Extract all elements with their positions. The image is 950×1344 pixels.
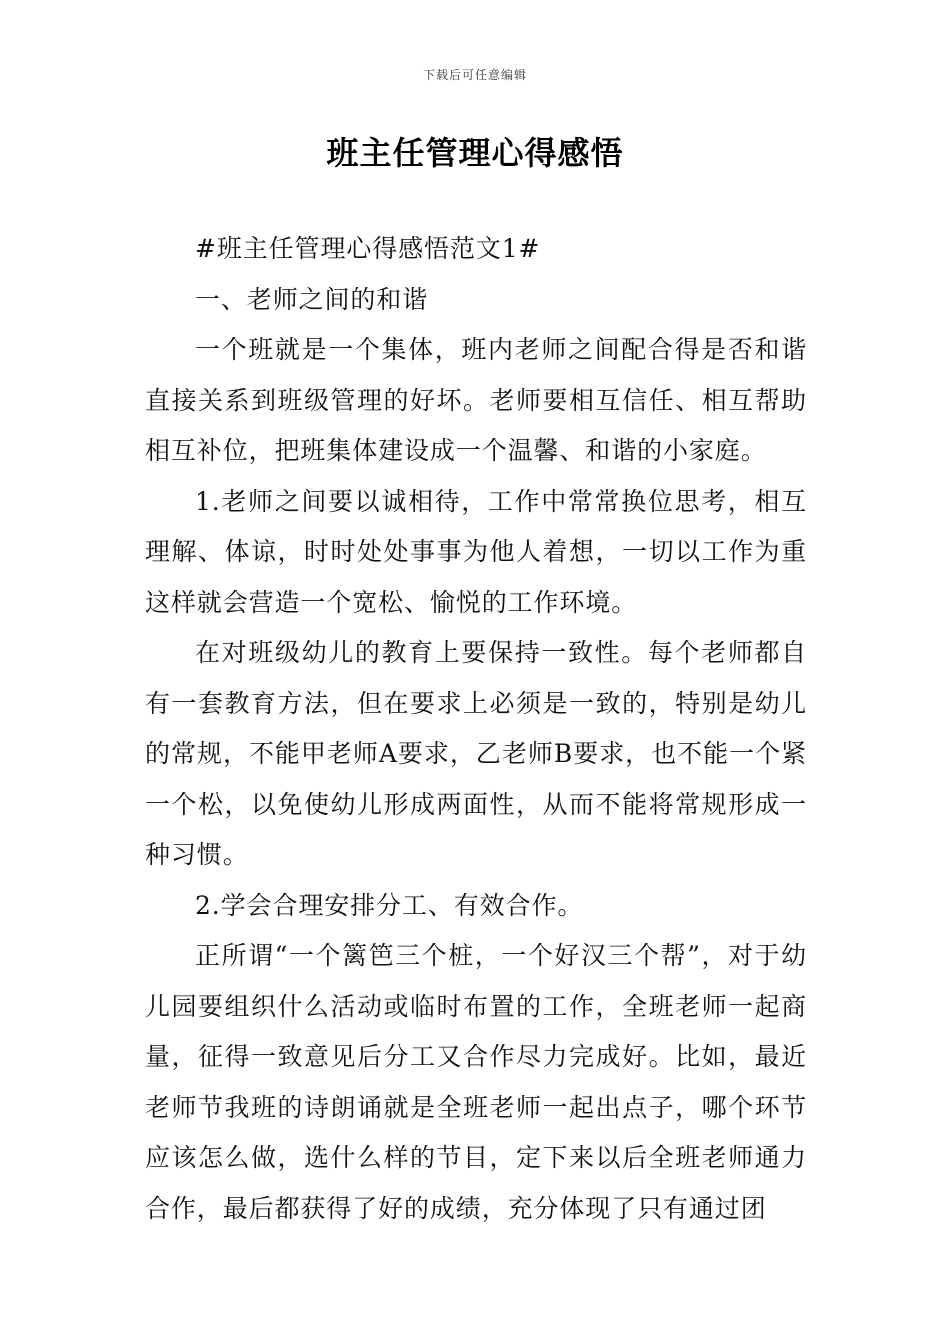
- body-paragraph: 在对班级幼儿的教育上要保持一致性。每个老师都自有一套教育方法，但在要求上必须是一致的，特别是幼儿的常规，不能甲老师A要求，乙老师B要求，也不能一个紧一个松，以免使幼儿形成两面性，从而不能将常规形成一种习惯。: [145, 638, 807, 869]
- header-note: 下载后可任意编辑: [422, 68, 527, 82]
- document-title: 班主任管理心得感悟: [326, 134, 624, 172]
- subtitle-paragraph: #班主任管理心得感悟范文1#: [195, 234, 541, 263]
- body-paragraph: 一个班就是一个集体，班内老师之间配合得是否和谐直接关系到班级管理的好坏。老师要相互信任、相互帮助相互补位，把班集体建设成一个温馨、和谐的小家庭。: [145, 335, 807, 465]
- section-heading: 一、老师之间的和谐: [195, 284, 429, 314]
- document-body: [145, 224, 807, 1234]
- body-paragraph: 正所谓“一个篱笆三个桩，一个好汉三个帮”，对于幼儿园要组织什么活动或临时布置的工作，全班老师一起商量，征得一致意见后分工又合作尽力完成好。比如，最近老师节我班的诗朗诵就是全班老师一起出点子，哪个环节应该怎么做，选什么样的节目，定下来以后全班老师通力合作，最后都获得了好的成绩，充分体现了只有通过团: [145, 941, 807, 1223]
- body-paragraph: 1.老师之间要以诚相待，工作中常常换位思考，相互理解、体谅，时时处处事事为他人着想，一切以工作为重这样就会营造一个宽松、愉悦的工作环境。: [145, 486, 807, 617]
- body-paragraph: 2.学会合理安排分工、有效合作。: [195, 890, 584, 920]
